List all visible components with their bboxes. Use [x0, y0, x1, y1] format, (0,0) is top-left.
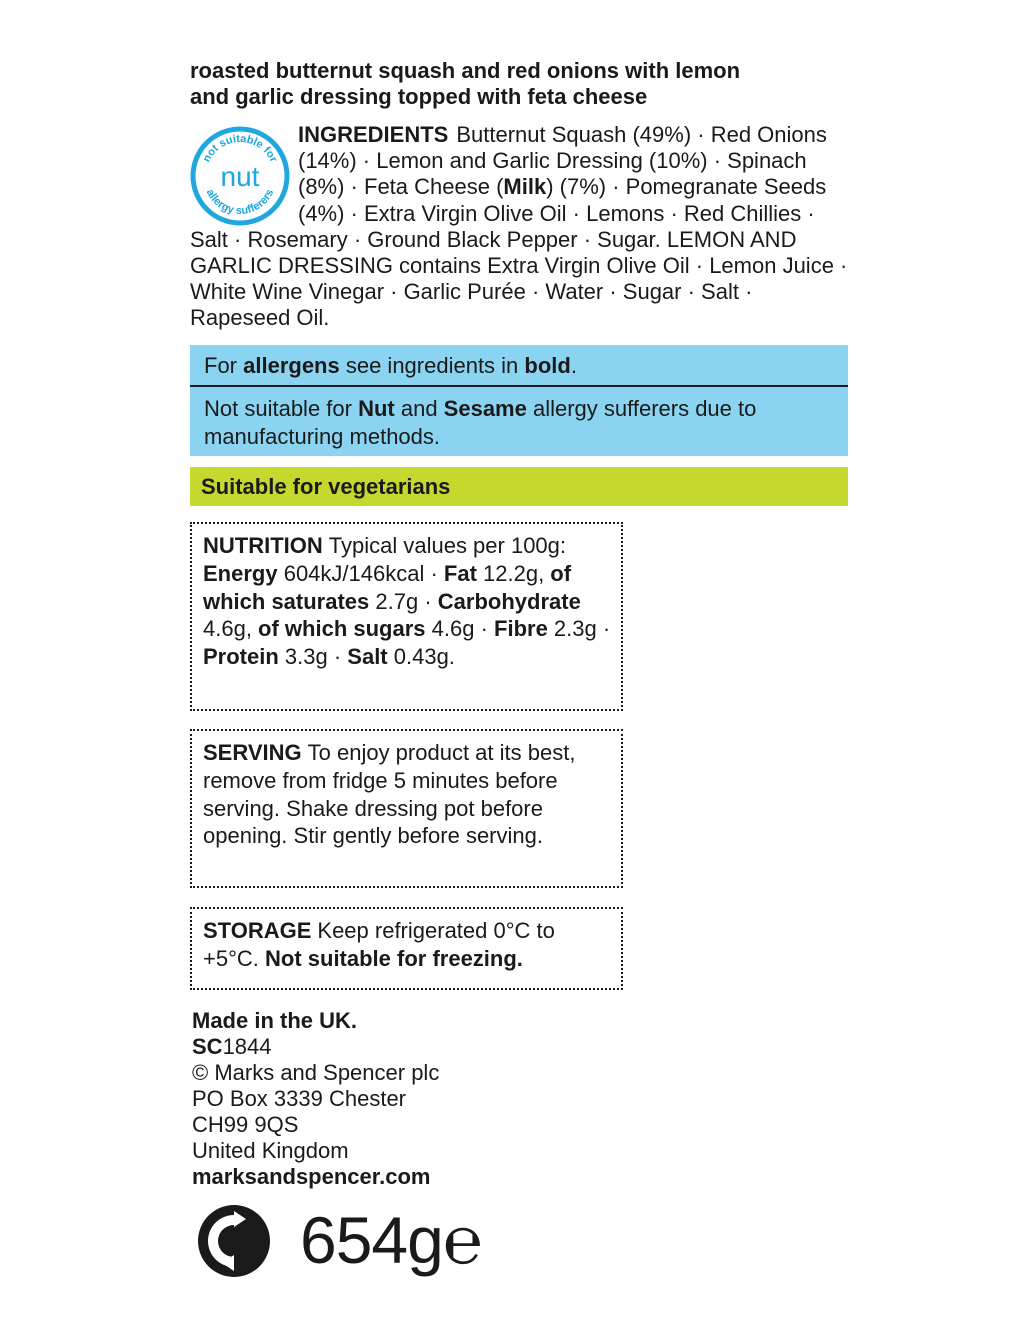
allergen-text: For [204, 353, 244, 378]
green-dot-recycling-icon [196, 1203, 272, 1279]
allergen-bold: bold [524, 353, 571, 378]
manufacturer-info [192, 1008, 592, 1190]
ingredients-section [190, 122, 850, 332]
saturates-label: of which saturates [203, 560, 572, 614]
allergen-text: see ingredients in [339, 353, 525, 378]
country: United Kingdom [192, 1138, 349, 1163]
nut-allergy-badge-icon [190, 126, 290, 226]
product-title-line2: and garlic dressing topped with feta cheese [190, 84, 648, 109]
site-code-number: 1844 [222, 1034, 272, 1059]
address-line2: CH99 9QS [192, 1112, 299, 1137]
fibre-label: Fibre [494, 616, 548, 642]
warning-bold-sesame: Sesame [443, 396, 527, 421]
saturates-value: 2.7g · [369, 588, 438, 614]
copyright: © Marks and Spencer plc [192, 1060, 440, 1085]
salt-label: Salt [347, 644, 388, 670]
serving-heading: SERVING [203, 740, 302, 765]
storage-freezing-warning: Not suitable for freezing. [265, 945, 523, 971]
warning-text: Not suitable for [204, 396, 359, 421]
nutrition-box [190, 522, 623, 711]
net-weight [300, 1200, 481, 1280]
energy-value: 604kJ/146kcal · [277, 560, 444, 586]
allergen-bold: allergens [243, 353, 340, 378]
storage-text: Keep refrigerated 0°C to +5°C. [203, 918, 555, 971]
site-code-prefix: SC [192, 1034, 223, 1059]
storage-box [190, 907, 623, 990]
vegetarian-band: Suitable for vegetarians [190, 467, 848, 506]
ingredients-text-b: ) (7%) · Pomegranate Seeds (4%) · Extra Virgin Olive Oil · Lemons · Red Chillies · Salt · Rosemary · Ground Black Pepper · Sugar. LEMON AND GARLIC DRESSING contains Extra Virgin Olive Oil · Lemon Juice · White Wine Vinegar · Garlic Purée · Water · Sugar · Salt · Rapeseed Oil. [190, 174, 848, 331]
serving-text: To enjoy product at its best, remove from fridge 5 minutes before serving. Shake dressing pot before opening. Stir gently before serving. [203, 740, 576, 849]
allergen-text: . [570, 353, 577, 378]
protein-label: Protein [203, 644, 279, 670]
product-title [190, 58, 850, 110]
made-in: Made in the UK. [192, 1008, 358, 1033]
fat-label: Fat [443, 560, 477, 586]
allergy-warning-band [190, 387, 848, 456]
protein-value: 3.3g · [278, 644, 348, 670]
weight-value: 654g [300, 1203, 443, 1277]
fibre-value: 2.3g · [547, 616, 611, 642]
badge-ring-bottom: allergy sufferers [203, 187, 277, 218]
ingredients-heading: INGREDIENTS [298, 122, 449, 147]
badge-center-text: nut [220, 161, 260, 192]
carbohydrate-label: Carbohydrate [437, 588, 581, 614]
storage-heading: STORAGE [203, 918, 312, 943]
sugars-label: of which sugars [258, 616, 426, 642]
serving-box [190, 729, 623, 888]
ingredients-text-a: Butternut Squash (49%) · Red Onions (14%) · Lemon and Garlic Dressing (10%) · Spinach (8%) · Feta Cheese ( [298, 122, 827, 200]
sugars-value: 4.6g · [425, 616, 495, 642]
carbohydrate-value: 4.6g, [203, 616, 259, 642]
address-line1: PO Box 3339 Chester [192, 1086, 407, 1111]
product-title-line1: roasted butternut squash and red onions with lemon [190, 58, 741, 83]
nutrition-heading: NUTRITION [203, 533, 323, 558]
ingredients-allergen-milk: Milk [503, 174, 547, 200]
allergen-advice-band [190, 345, 848, 385]
estimated-sign: ℮ [442, 1203, 482, 1277]
energy-label: Energy [203, 560, 278, 586]
fat-value: 12.2g, [476, 560, 551, 586]
warning-text: and [394, 396, 444, 421]
badge-ring-top: not suitable for [200, 132, 280, 165]
website: marksandspencer.com [192, 1164, 431, 1189]
nutrition-intro: Typical values per 100g: [328, 533, 567, 558]
salt-value: 0.43g. [387, 644, 455, 670]
warning-bold-nut: Nut [358, 396, 395, 421]
warning-text: allergy sufferers due to manufacturing methods. [204, 396, 757, 449]
